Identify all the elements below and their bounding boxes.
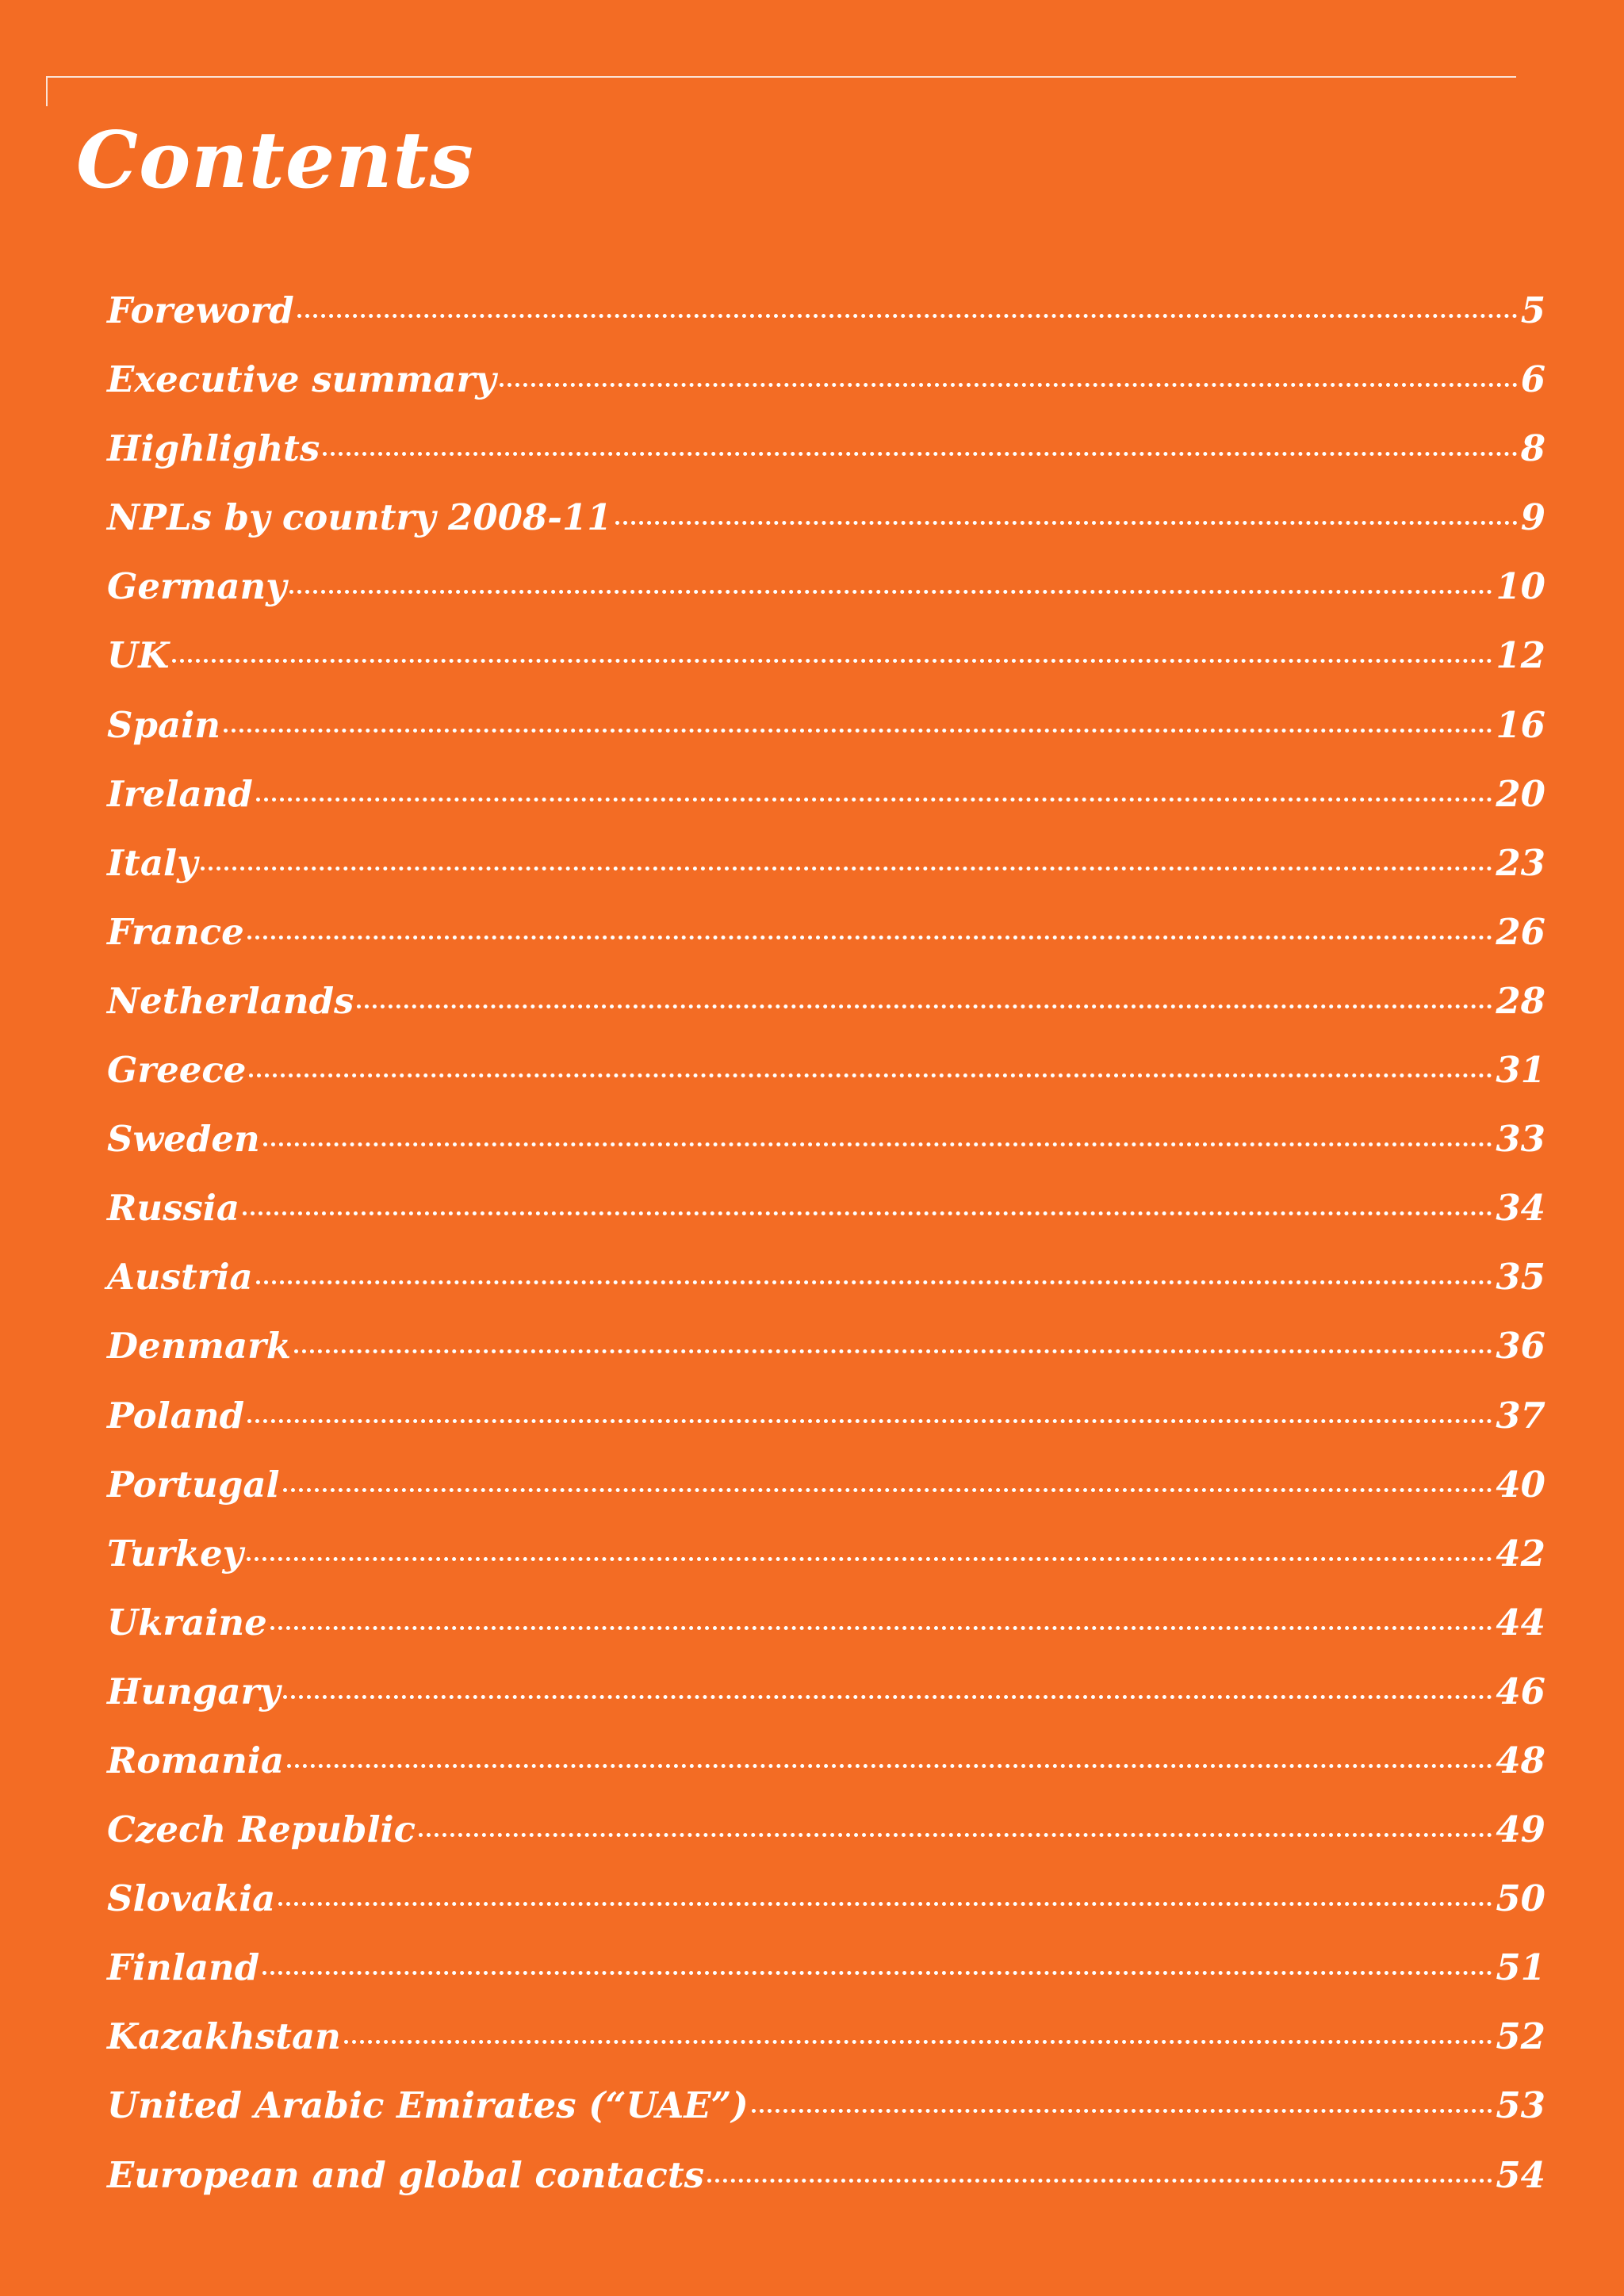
toc-entry[interactable] — [107, 1047, 1545, 1115]
dot-leader — [294, 1349, 1492, 1353]
dot-leader — [263, 1142, 1493, 1146]
toc-entry-label: Spain — [107, 703, 220, 746]
toc-entry-label: Russia — [107, 1187, 240, 1230]
dot-leader — [344, 2040, 1493, 2044]
toc-entry-label: UK — [107, 634, 170, 677]
toc-entry-page-number: 46 — [1496, 1670, 1545, 1712]
toc-entry-label: Kazakhstan — [107, 2015, 341, 2058]
toc-entry-page-number: 54 — [1496, 2153, 1545, 2196]
toc-entry[interactable] — [107, 425, 1545, 494]
toc-entry-label: Poland — [107, 1394, 245, 1437]
dot-leader — [172, 659, 1492, 663]
toc-entry-page-number: 9 — [1520, 496, 1545, 539]
page-title: Contents — [76, 115, 474, 206]
dot-leader — [247, 1419, 1492, 1423]
toc-entry[interactable] — [107, 1806, 1545, 1875]
top-rule — [46, 76, 1516, 78]
toc-entry[interactable] — [107, 287, 1545, 356]
toc-entry[interactable] — [107, 1599, 1545, 1668]
toc-entry-label: Slovakia — [107, 1877, 276, 1920]
toc-entry-page-number: 35 — [1496, 1256, 1545, 1299]
dot-leader — [289, 590, 1492, 594]
toc-entry-page-number: 52 — [1496, 2015, 1545, 2058]
toc-entry[interactable] — [107, 494, 1545, 563]
toc-entry-label: France — [107, 910, 244, 953]
toc-entry[interactable] — [107, 563, 1545, 632]
toc-entry-page-number: 10 — [1496, 565, 1545, 608]
toc-entry-page-number: 12 — [1496, 634, 1545, 677]
dot-leader — [615, 521, 1518, 525]
dot-leader — [323, 452, 1517, 456]
dot-leader — [243, 1211, 1492, 1215]
toc-entry-page-number: 8 — [1520, 427, 1545, 470]
toc-entry-page-number: 20 — [1496, 772, 1545, 815]
table-of-contents — [107, 287, 1545, 2221]
toc-entry-label: Romania — [107, 1739, 285, 1781]
toc-entry-label: Executive summary — [107, 358, 496, 401]
toc-entry[interactable] — [107, 1944, 1545, 2013]
toc-entry-label: Finland — [107, 1946, 260, 1989]
toc-entry-page-number: 31 — [1496, 1049, 1545, 1092]
toc-entry-label: NPLs by country 2008-11 — [107, 496, 612, 539]
toc-entry-page-number: 53 — [1496, 2084, 1545, 2127]
toc-entry[interactable] — [107, 1253, 1545, 1322]
toc-entry[interactable] — [107, 840, 1545, 909]
toc-entry-label: Turkey — [107, 1532, 243, 1575]
dot-leader — [500, 383, 1518, 387]
toc-entry-page-number: 48 — [1496, 1739, 1545, 1781]
toc-entry-page-number: 34 — [1496, 1187, 1545, 1230]
toc-entry-page-number: 16 — [1496, 703, 1545, 746]
dot-leader — [287, 1764, 1492, 1768]
toc-entry-page-number: 42 — [1496, 1532, 1545, 1575]
toc-entry-label: Highlights — [107, 427, 320, 470]
dot-leader — [256, 1280, 1493, 1284]
toc-entry[interactable] — [107, 1737, 1545, 1806]
dot-leader — [283, 1695, 1492, 1699]
toc-entry[interactable] — [107, 771, 1545, 840]
dot-leader — [278, 1902, 1492, 1906]
dot-leader — [247, 1557, 1493, 1561]
toc-entry-label: Foreword — [107, 289, 294, 331]
toc-entry-page-number: 49 — [1496, 1808, 1545, 1851]
dot-leader — [201, 867, 1492, 871]
toc-entry[interactable] — [107, 2082, 1545, 2151]
toc-entry[interactable] — [107, 356, 1545, 425]
toc-entry-label: Denmark — [107, 1325, 292, 1368]
toc-entry-label: United Arabic Emirates (“UAE”) — [107, 2084, 749, 2127]
toc-entry-label: Sweden — [107, 1118, 260, 1161]
toc-entry-page-number: 44 — [1496, 1601, 1545, 1644]
toc-entry[interactable] — [107, 978, 1545, 1047]
toc-entry-label: European and global contacts — [107, 2153, 704, 2196]
toc-entry-page-number: 33 — [1496, 1118, 1545, 1161]
toc-entry-label: Ireland — [107, 772, 253, 815]
toc-entry[interactable] — [107, 1530, 1545, 1599]
toc-entry-page-number: 50 — [1496, 1877, 1545, 1920]
dot-leader — [256, 798, 1493, 802]
toc-entry[interactable] — [107, 1322, 1545, 1391]
toc-entry-label: Hungary — [107, 1670, 281, 1712]
toc-entry-page-number: 5 — [1520, 289, 1545, 331]
toc-entry[interactable] — [107, 1392, 1545, 1461]
toc-entry-page-number: 36 — [1496, 1325, 1545, 1368]
toc-entry-page-number: 37 — [1496, 1394, 1545, 1437]
toc-entry[interactable] — [107, 1461, 1545, 1530]
toc-entry-page-number: 23 — [1496, 841, 1545, 884]
toc-entry-label: Ukraine — [107, 1601, 267, 1644]
dot-leader — [752, 2109, 1493, 2113]
toc-entry-label: Netherlands — [107, 979, 354, 1022]
toc-entry-page-number: 6 — [1520, 358, 1545, 401]
toc-entry[interactable] — [107, 2013, 1545, 2082]
toc-entry[interactable] — [107, 1875, 1545, 1944]
toc-entry[interactable] — [107, 702, 1545, 771]
dot-leader — [283, 1488, 1493, 1492]
toc-entry-label: Greece — [107, 1049, 247, 1092]
dot-leader — [262, 1971, 1492, 1975]
corner-rule — [46, 76, 48, 106]
toc-entry[interactable] — [107, 632, 1545, 701]
toc-entry-label: Portugal — [107, 1463, 280, 1506]
toc-entry-page-number: 40 — [1496, 1463, 1545, 1506]
toc-entry-label: Germany — [107, 565, 287, 608]
dot-leader — [357, 1004, 1492, 1008]
toc-entry-page-number: 28 — [1496, 979, 1545, 1022]
dot-leader — [224, 729, 1492, 733]
dot-leader — [270, 1626, 1493, 1630]
toc-entry[interactable] — [107, 2152, 1545, 2221]
toc-entry-page-number: 51 — [1496, 1946, 1545, 1989]
dot-leader — [419, 1833, 1492, 1837]
dot-leader — [249, 1073, 1492, 1077]
dot-leader — [297, 314, 1518, 318]
toc-entry[interactable] — [107, 1668, 1545, 1737]
toc-entry[interactable] — [107, 1115, 1545, 1184]
toc-entry[interactable] — [107, 909, 1545, 978]
dot-leader — [707, 2179, 1492, 2183]
toc-entry-label: Czech Republic — [107, 1808, 416, 1851]
toc-entry-label: Austria — [107, 1256, 253, 1299]
toc-entry-label: Italy — [107, 841, 198, 884]
toc-entry-page-number: 26 — [1496, 910, 1545, 953]
toc-entry[interactable] — [107, 1184, 1545, 1253]
dot-leader — [247, 936, 1493, 939]
